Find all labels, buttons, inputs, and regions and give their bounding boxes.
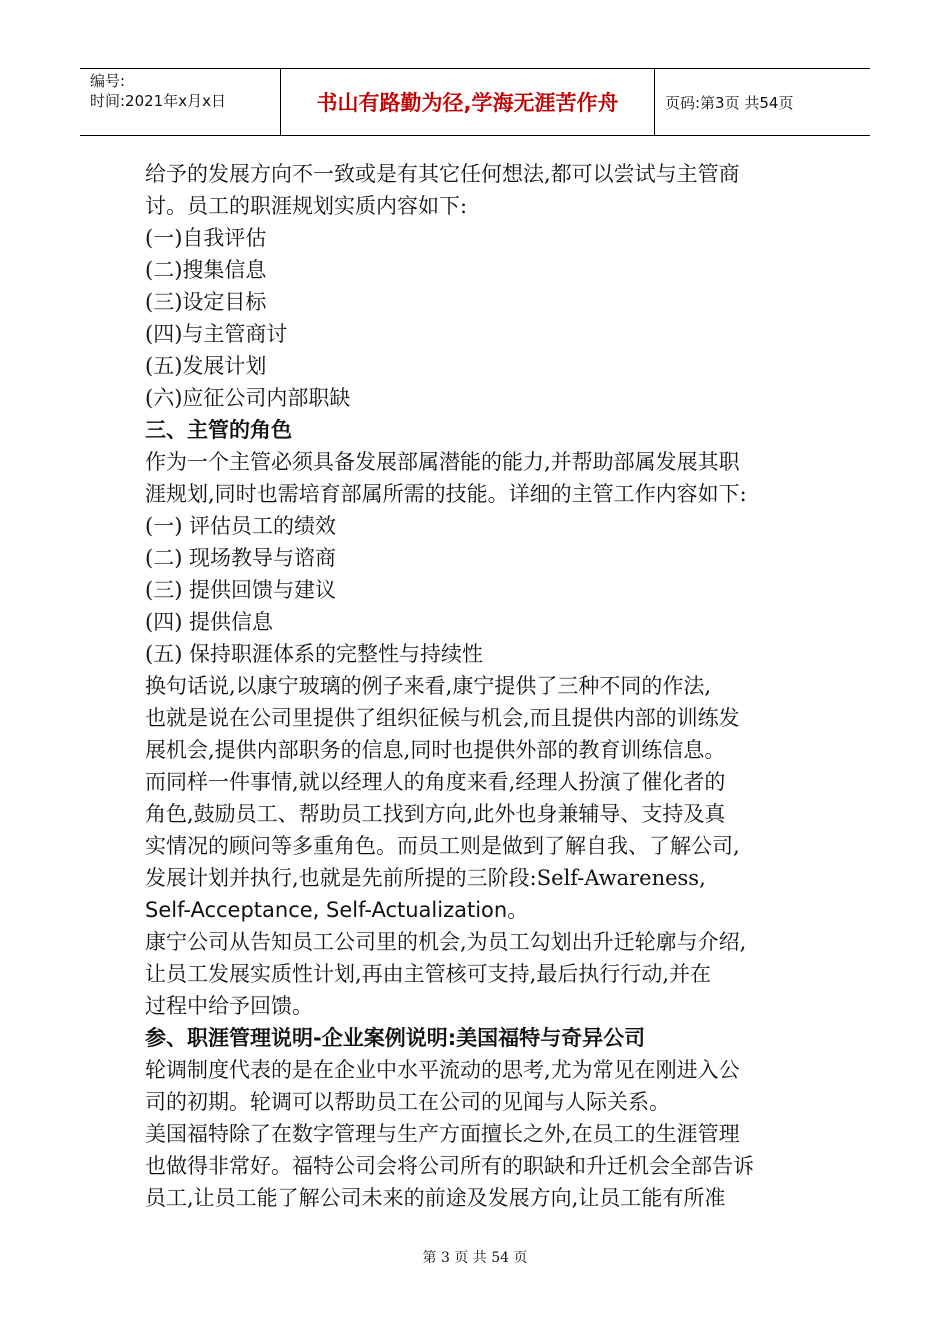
document-body — [145, 158, 815, 1214]
text-line: 实情况的顾问等多重角色。而员工则是做到了解自我、了解公司, — [145, 834, 740, 858]
text-line: 而同样一件事情,就以经理人的角度来看,经理人扮演了催化者的 — [145, 770, 726, 794]
page-header — [80, 68, 870, 136]
header-meta — [80, 69, 280, 135]
text-line: 让员工发展实质性计划,再由主管核可支持,最后执行行动,并在 — [145, 962, 712, 986]
header-motto: 书山有路勤为径,学海无涯苦作舟 — [280, 69, 655, 135]
list-item: (二) 现场教导与谘商 — [145, 546, 337, 570]
text-line: 作为一个主管必须具备发展部属潜能的能力,并帮助部属发展其职 — [145, 450, 740, 474]
time-label: 时间:2021年x月x日 — [90, 92, 226, 110]
list-item: (二)搜集信息 — [145, 258, 267, 282]
text-line: 过程中给予回馈。 — [145, 994, 313, 1018]
text-line: 也就是说在公司里提供了组织征候与机会,而且提供内部的训练发 — [145, 706, 740, 730]
text-line: 美国福特除了在数字管理与生产方面擅长之外,在员工的生涯管理 — [145, 1122, 740, 1146]
text-line: 轮调制度代表的是在企业中水平流动的思考,尤为常见在刚进入公 — [145, 1058, 740, 1082]
list-item: (五)发展计划 — [145, 354, 267, 378]
list-item: (一) 评估员工的绩效 — [145, 514, 337, 538]
section-heading: 参、职涯管理说明-企业案例说明:美国福特与奇异公司 — [145, 1026, 646, 1050]
text-line: Self-Acceptance, Self-Actualization。 — [145, 898, 529, 922]
text-line: 角色,鼓励员工、帮助员工找到方向,此外也身兼辅导、支持及真 — [145, 802, 726, 826]
text-line: 也做得非常好。福特公司会将公司所有的职缺和升迁机会全部告诉 — [145, 1154, 754, 1178]
text-line: 给予的发展方向不一致或是有其它任何想法,都可以尝试与主管商 — [145, 162, 740, 186]
text-line: 员工,让员工能了解公司未来的前途及发展方向,让员工能有所准 — [145, 1186, 726, 1210]
list-item: (四) 提供信息 — [145, 610, 274, 634]
text-line: 展机会,提供内部职务的信息,同时也提供外部的教育训练信息。 — [145, 738, 726, 762]
section-heading: 三、主管的角色 — [145, 418, 292, 442]
text-line: 换句话说,以康宁玻璃的例子来看,康宁提供了三种不同的作法, — [145, 674, 712, 698]
header-page-label: 页码:第3页 共54页 — [665, 93, 794, 112]
list-item: (四)与主管商讨 — [145, 322, 288, 346]
text-line: 涯规划,同时也需培育部属所需的技能。详细的主管工作内容如下: — [145, 482, 747, 506]
text-line: 康宁公司从告知员工公司里的机会,为员工勾划出升迁轮廓与介绍, — [145, 930, 747, 954]
list-item: (三)设定目标 — [145, 290, 267, 314]
text-line: 发展计划并执行,也就是先前所提的三阶段:Self-Awareness, — [145, 866, 706, 890]
list-item: (六)应征公司内部职缺 — [145, 386, 351, 410]
page-footer: 第 3 页 共 54 页 — [422, 1250, 528, 1266]
list-item: (一)自我评估 — [145, 226, 267, 250]
list-item: (三) 提供回馈与建议 — [145, 578, 337, 602]
text-line: 司的初期。轮调可以帮助员工在公司的见闻与人际关系。 — [145, 1090, 670, 1114]
text-line: 讨。员工的职涯规划实质内容如下: — [145, 194, 468, 218]
number-label: 编号: — [90, 72, 126, 90]
list-item: (五) 保持职涯体系的完整性与持续性 — [145, 642, 484, 666]
